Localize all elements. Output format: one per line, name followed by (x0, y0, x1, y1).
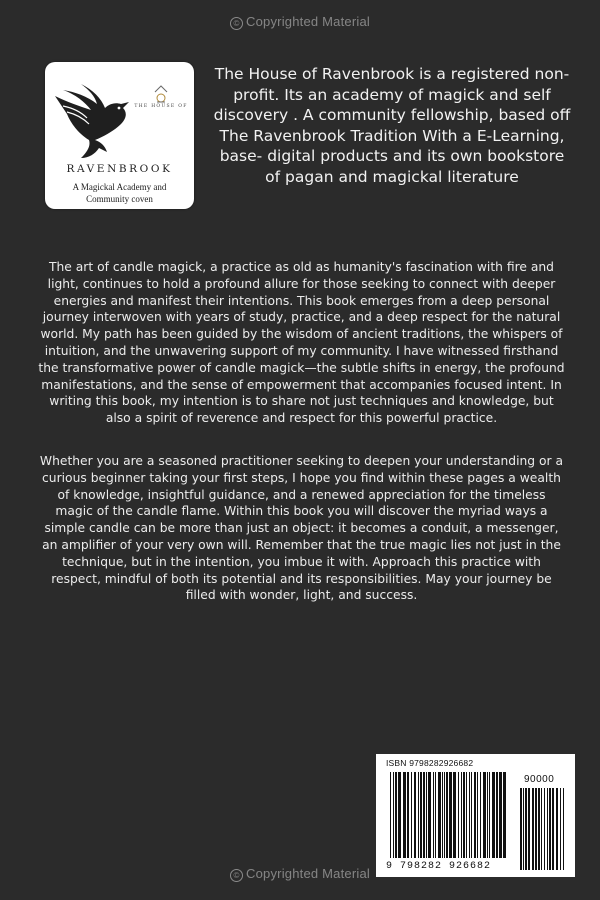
logo-subtitle: A Magickal Academy and Community coven (72, 182, 167, 204)
body-paragraph-1: The art of candle magick, a practice as old as humanity's fascination with fire and light, continues to hold a profound allure for those seeking to connect with deeper energies and manifest their intentions. This book emerges from a deep personal journey interwoven with years of study, practice, and a deep respect for the natural world. My path has been guided by the wisdom of ancient traditions, the whispers of intuition, and the unwavering support of my community. I have witnessed firsthand the transformative power of candle magick—the subtle shifts in energy, the profound manifestations, and the sense of empowerment that accompanies focused intent. In writing this book, my intention is to share not just techniques and knowledge, but also a spirit of reverence and respect for this powerful practice. (38, 260, 565, 426)
logo-brand-small: THE HOUSE OF (134, 104, 188, 109)
intro-blurb: The House of Ravenbrook is a registered non-profit. Its an academy of magick and self discovery . A community fellowship, based off The Ravenbrook Tradition With a E-Learning, base- digital products and its own bookstore of pagan and magickal literature (213, 65, 571, 186)
isbn-label: ISBN 9798282926682 (386, 758, 474, 768)
ravenbrook-logo-card (45, 62, 194, 209)
copyright-icon: © (230, 17, 243, 30)
copyright-watermark-bottom (0, 866, 600, 882)
barcode-bars (376, 754, 575, 877)
crest-icon (155, 86, 167, 102)
raven-shape (55, 84, 129, 158)
copyright-icon: © (230, 869, 243, 882)
copyright-watermark-top (0, 14, 600, 30)
price-code: 90000 (524, 774, 555, 785)
logo-title: RAVENBROOK (66, 163, 173, 175)
isbn-barcode (376, 754, 575, 877)
body-paragraph-2: Whether you are a seasoned practitioner seeking to deepen your understanding or a curious beginner taking your first steps, I hope you find within these pages a wealth of knowledge, insightful guidance, and a renewed appreciation for the timeless magic of the candle flame. Within this book you will discover the myriad ways a simple candle can be more than just an object: it becomes a conduit, a messenger, an amplifier of your very own will. Remember that the true magic lies not just in the technique, but in the intention, you imbue it with. Approach this practice with respect, mindful of both its potential and its responsibilities. May your journey be filled with wonder, light, and success. (39, 454, 564, 603)
ean-digits: 9 798282 926682 (386, 861, 492, 872)
watermark-text: Copyrighted Material (246, 866, 370, 881)
watermark-text: Copyrighted Material (246, 14, 370, 29)
